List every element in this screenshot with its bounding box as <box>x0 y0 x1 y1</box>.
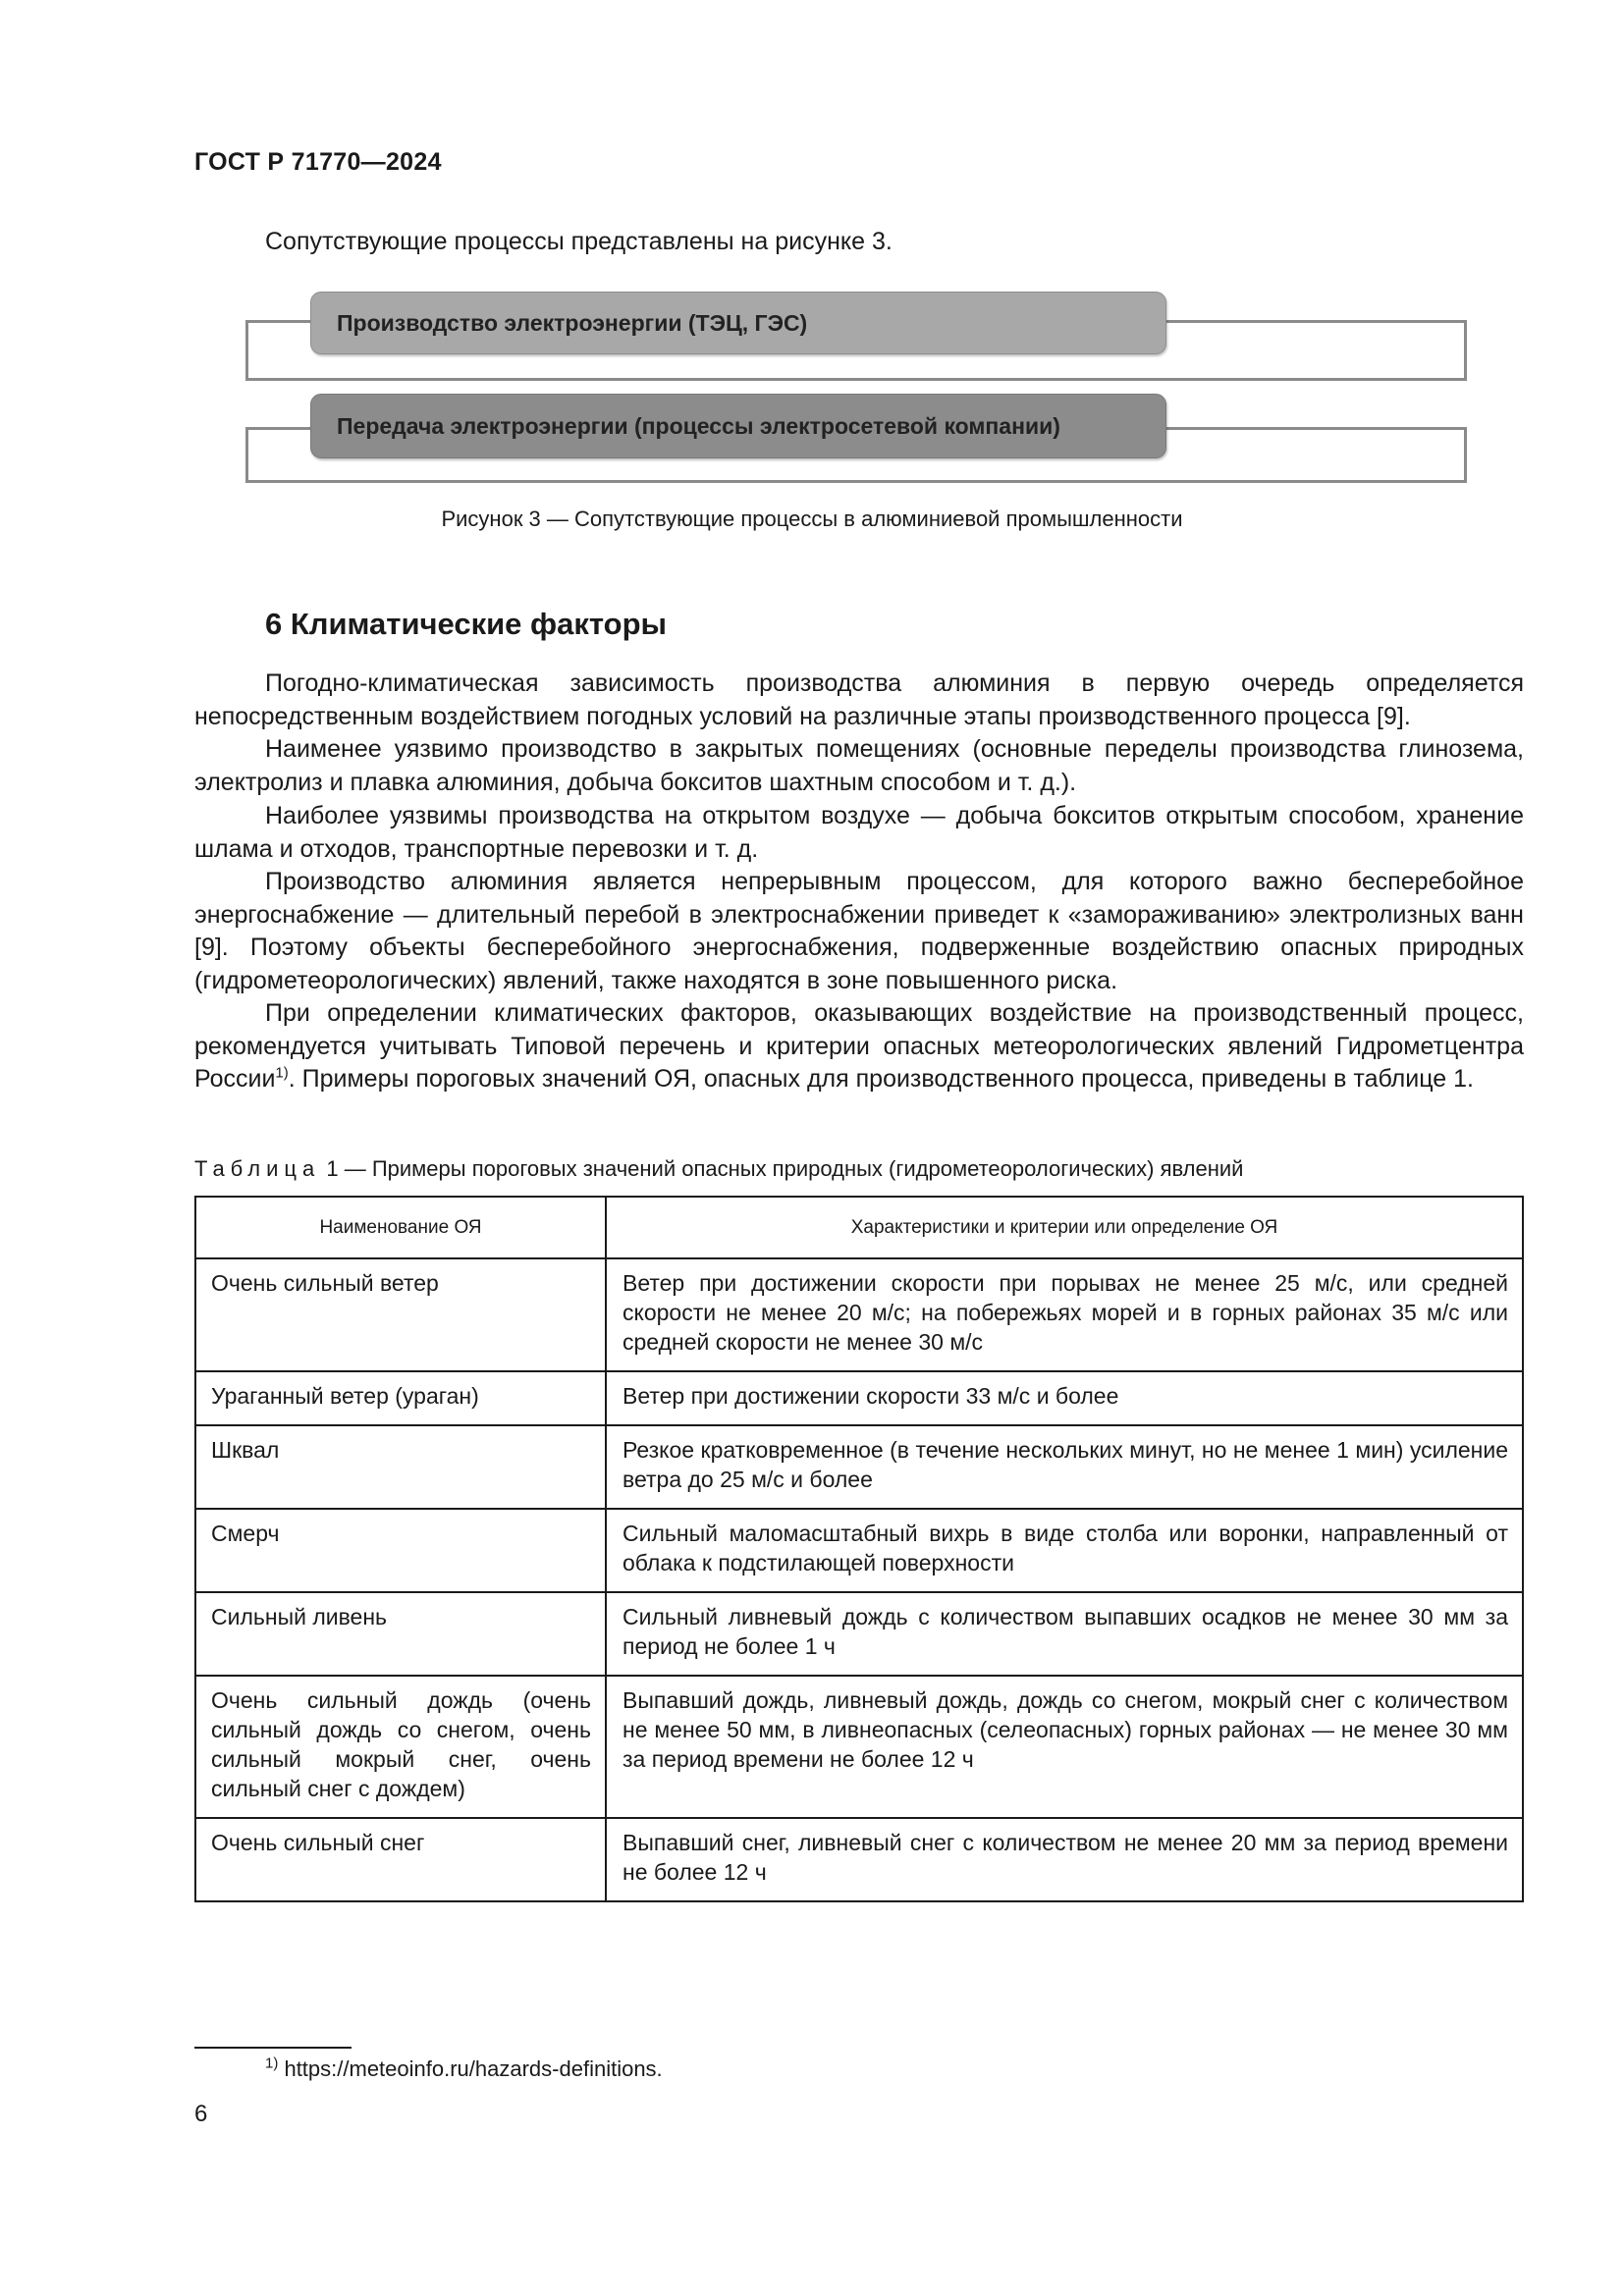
paragraph: Наименее уязвимо производство в закрытых помещениях (основные переделы производства глинозема, электролиз и плавка алюминия, добыча бокситов шахтным способом и т. д.). <box>194 735 1524 796</box>
hazard-criteria-cell: Выпавший снег, ливневый снег с количеством не менее 20 мм за период времени не более 12 ч <box>606 1818 1523 1901</box>
footnote-rule <box>194 2047 352 2049</box>
footnote <box>265 2056 663 2082</box>
hazard-name-cell: Смерч <box>195 1509 606 1592</box>
paragraph-text: При определении климатических факторов, оказывающих воздействие на производственный процесс, рекомендуется учитывать Типовой перечень и критерии опасных метеорологических явлений Гидрометцентра России <box>194 999 1524 1094</box>
table-row <box>195 1509 1523 1592</box>
paragraph: Погодно-климатическая зависимость производства алюминия в первую очередь определяется непосредственным воздействием погодных условий на различные этапы производственного процесса [9]. <box>194 669 1524 730</box>
hazards-table <box>194 1196 1524 1902</box>
table-row <box>195 1425 1523 1509</box>
table-title-text: 1 — Примеры пороговых значений опасных природных (гидрометеорологических) явлений <box>320 1156 1244 1181</box>
hazard-criteria-cell: Ветер при достижении скорости при порывах не менее 25 м/с, или средней скорости не менее 20 м/с; на побережьях морей и в горных районах 35 м/с или средней скорости не менее 30 м/с <box>606 1258 1523 1371</box>
hazard-name-cell: Очень сильный снег <box>195 1818 606 1901</box>
footnote-ref: 1) <box>275 1064 289 1082</box>
hazard-name-cell: Очень сильный дождь (очень сильный дождь со снегом, очень сильный мокрый снег, очень сильный снег с дождем) <box>195 1676 606 1818</box>
figure-caption: Рисунок 3 — Сопутствующие процессы в алюминиевой промышленности <box>441 507 1183 531</box>
table-row <box>195 1371 1523 1425</box>
hazard-criteria-cell: Сильный маломасштабный вихрь в виде столба или воронки, направленный от облака к подстилающей поверхности <box>606 1509 1523 1592</box>
intro-text: Сопутствующие процессы представлены на рисунке 3. <box>265 228 893 255</box>
paragraph-text: . Примеры пороговых значений ОЯ, опасных для производственного процесса, приведены в таблице 1. <box>288 1065 1474 1094</box>
hazard-name-cell: Шквал <box>195 1425 606 1509</box>
hazard-name-cell: Сильный ливень <box>195 1592 606 1676</box>
paragraph <box>194 997 1524 1096</box>
hazard-criteria-cell: Выпавший дождь, ливневый дождь, дождь со снегом, мокрый снег с количеством не менее 50 мм, в ливнеопасных (селеопасных) горных районах — не менее 30 мм за период времени не более 12 ч <box>606 1676 1523 1818</box>
column-header: Наименование ОЯ <box>195 1197 606 1258</box>
section-heading: 6 Климатические факторы <box>265 607 668 641</box>
document-code: ГОСТ Р 71770—2024 <box>194 148 442 176</box>
process-box-power-generation <box>310 292 1166 354</box>
process-box-label: Производство электроэнергии (ТЭЦ, ГЭС) <box>337 309 808 336</box>
hazard-name-cell: Ураганный ветер (ураган) <box>195 1371 606 1425</box>
table-row <box>195 1818 1523 1901</box>
process-box-label: Передача электроэнергии (процессы электросетевой компании) <box>337 412 1060 439</box>
footnote-link: https://meteoinfo.ru/hazards-definitions. <box>278 2056 663 2081</box>
page-number: 6 <box>194 2101 208 2127</box>
footnote-mark: 1) <box>265 2055 279 2072</box>
hazard-criteria-cell: Резкое кратковременное (в течение нескольких минут, но не менее 1 мин) усиление ветра до 25 м/с и более <box>606 1425 1523 1509</box>
column-header: Характеристики и критерии или определение ОЯ <box>606 1197 1523 1258</box>
paragraph: Наиболее уязвимы производства на открытом воздухе — добыча бокситов открытым способом, хранение шлама и отходов, транспортные перевозки и т. д. <box>194 802 1524 863</box>
table-row <box>195 1258 1523 1371</box>
hazard-criteria-cell: Ветер при достижении скорости 33 м/с и более <box>606 1371 1523 1425</box>
table-header-row <box>195 1197 1523 1258</box>
process-box-power-transmission <box>310 394 1166 458</box>
hazard-criteria-cell: Сильный ливневый дождь с количеством выпавших осадков не менее 30 мм за период не более 1 ч <box>606 1592 1523 1676</box>
table-row <box>195 1676 1523 1818</box>
table-title-word: Таблица <box>194 1156 321 1181</box>
hazard-name-cell: Очень сильный ветер <box>195 1258 606 1371</box>
table-row <box>195 1592 1523 1676</box>
table-title <box>194 1156 1243 1182</box>
paragraph: Производство алюминия является непрерывным процессом, для которого важно бесперебойное энергоснабжение — длительный перебой в электроснабжении приведет к «замораживанию» электролизных ванн [9]. Поэтому объекты бесперебойного энергоснабжения, подверженные воздействию опасных природных (гидрометеорологических) явлений, также находятся в зоне повышенного риска. <box>194 868 1524 994</box>
